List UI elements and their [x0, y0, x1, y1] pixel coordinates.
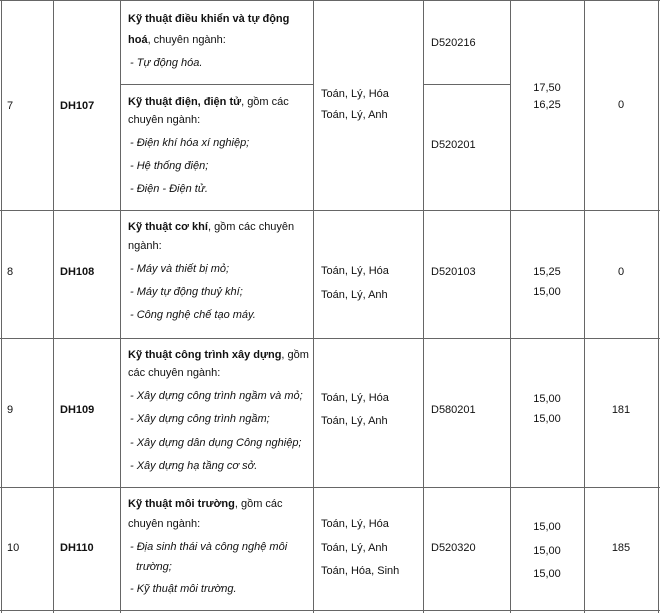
cutoff-score: 15,00 [533, 521, 561, 533]
cutoff-score: 15,00 [533, 286, 561, 298]
specialization-item: - Hệ thống điện; [130, 160, 209, 172]
specialization-item: - Xây dựng công trình ngầm; [130, 413, 270, 425]
program-title [128, 95, 289, 109]
program-code: DH110 [60, 542, 94, 554]
program-title-rest: , chuyên ngành: [147, 34, 226, 46]
row-divider [0, 210, 660, 211]
specialization-item: - Xây dựng công trình ngầm và mỏ; [130, 390, 303, 402]
program-title-bold: Kỹ thuật điện, điện tử [128, 96, 242, 108]
specialization-item: - Kỹ thuật môi trường. [130, 583, 237, 595]
program-title [128, 113, 200, 127]
major-code: D580201 [431, 404, 476, 416]
sub-row-divider [423, 84, 510, 85]
program-title [128, 348, 309, 362]
program-title-rest: ngành: [128, 240, 162, 252]
program-title-rest: , gồm [281, 349, 309, 361]
table-border-left [1, 0, 2, 613]
cutoff-score: 15,00 [533, 413, 561, 425]
program-title [128, 220, 294, 234]
program-title-rest: các chuyên ngành: [128, 367, 221, 379]
specialization-item: - Xây dựng dân dụng Công nghiệp; [130, 437, 302, 449]
cutoff-score: 15,25 [533, 266, 561, 278]
program-title-rest: , gồm các [234, 498, 283, 510]
col-divider [584, 0, 585, 613]
program-title-rest: , gồm các [241, 96, 289, 108]
program-title [128, 517, 200, 531]
major-code: D520216 [431, 37, 476, 49]
subject-combo: Toán, Hóa, Sinh [321, 565, 400, 577]
program-title-bold: Kỹ thuật cơ khí [128, 221, 208, 233]
quota-value: 0 [617, 266, 625, 278]
major-code: D520103 [431, 266, 476, 278]
program-title-bold: hoá [128, 34, 148, 46]
table-border-right [658, 0, 659, 613]
specialization-item: - Điện khí hóa xí nghiệp; [130, 137, 250, 149]
program-title [128, 497, 283, 511]
program-title [128, 366, 220, 380]
subject-combo: Toán, Lý, Hóa [321, 88, 389, 100]
program-title-rest: chuyên ngành: [128, 114, 201, 126]
row-divider [0, 610, 660, 611]
cutoff-score: 16,25 [533, 99, 561, 111]
program-code: DH108 [60, 266, 95, 278]
table-border-top [0, 0, 660, 1]
cutoff-score: 15,00 [533, 393, 561, 405]
row-number: 9 [7, 404, 14, 416]
cutoff-score: 15,00 [533, 545, 561, 557]
subject-combo: Toán, Lý, Anh [321, 415, 388, 427]
program-title-rest: chuyên ngành: [128, 518, 201, 530]
quota-value: 181 [611, 404, 631, 416]
row-divider [0, 487, 660, 488]
subject-combo: Toán, Lý, Anh [321, 289, 388, 301]
subject-combo: Toán, Lý, Hóa [321, 518, 389, 530]
program-title-rest: , gồm các chuyên [207, 221, 295, 233]
specialization-item: - Địa sinh thái và công nghệ môi [130, 541, 288, 553]
subject-combo: Toán, Lý, Anh [321, 542, 388, 554]
quota-value: 0 [617, 99, 625, 111]
specialization-item: - Máy tự động thuỷ khí; [130, 286, 243, 298]
subject-combo: Toán, Lý, Anh [321, 109, 388, 121]
major-code: D520320 [431, 542, 476, 554]
col-divider [423, 0, 424, 613]
specialization-item: - Tự động hóa. [130, 57, 203, 69]
program-title [128, 12, 289, 26]
cutoff-score: 17,50 [533, 82, 561, 94]
row-number: 8 [7, 266, 14, 278]
col-divider [53, 0, 54, 613]
specialization-item: - Xây dựng hạ tầng cơ sở. [130, 460, 258, 472]
major-code: D520201 [431, 139, 476, 151]
program-title-bold: Kỹ thuật điều khiển và tự động [128, 13, 290, 25]
cutoff-score: 15,00 [533, 568, 561, 580]
row-number: 10 [7, 542, 20, 554]
specialization-item: - Máy và thiết bị mỏ; [130, 263, 230, 275]
specialization-item: - Công nghệ chế tạo máy. [130, 309, 256, 321]
program-title-bold: Kỹ thuật công trình xây dựng [128, 349, 282, 361]
col-divider [120, 0, 121, 613]
quota-value: 185 [611, 542, 631, 554]
subject-combo: Toán, Lý, Hóa [321, 265, 389, 277]
subject-combo: Toán, Lý, Hóa [321, 392, 389, 404]
row-divider [0, 338, 660, 339]
specialization-item: - Điện - Điện tử. [130, 183, 208, 195]
col-divider [313, 0, 314, 613]
row-number: 7 [7, 100, 14, 112]
program-code: DH109 [60, 404, 95, 416]
program-title [128, 33, 226, 47]
program-code: DH107 [60, 100, 95, 112]
specialization-item: trường; [130, 561, 172, 573]
program-title-bold: Kỹ thuật môi trường [128, 498, 235, 510]
program-title [128, 239, 162, 253]
sub-row-divider [120, 84, 313, 85]
